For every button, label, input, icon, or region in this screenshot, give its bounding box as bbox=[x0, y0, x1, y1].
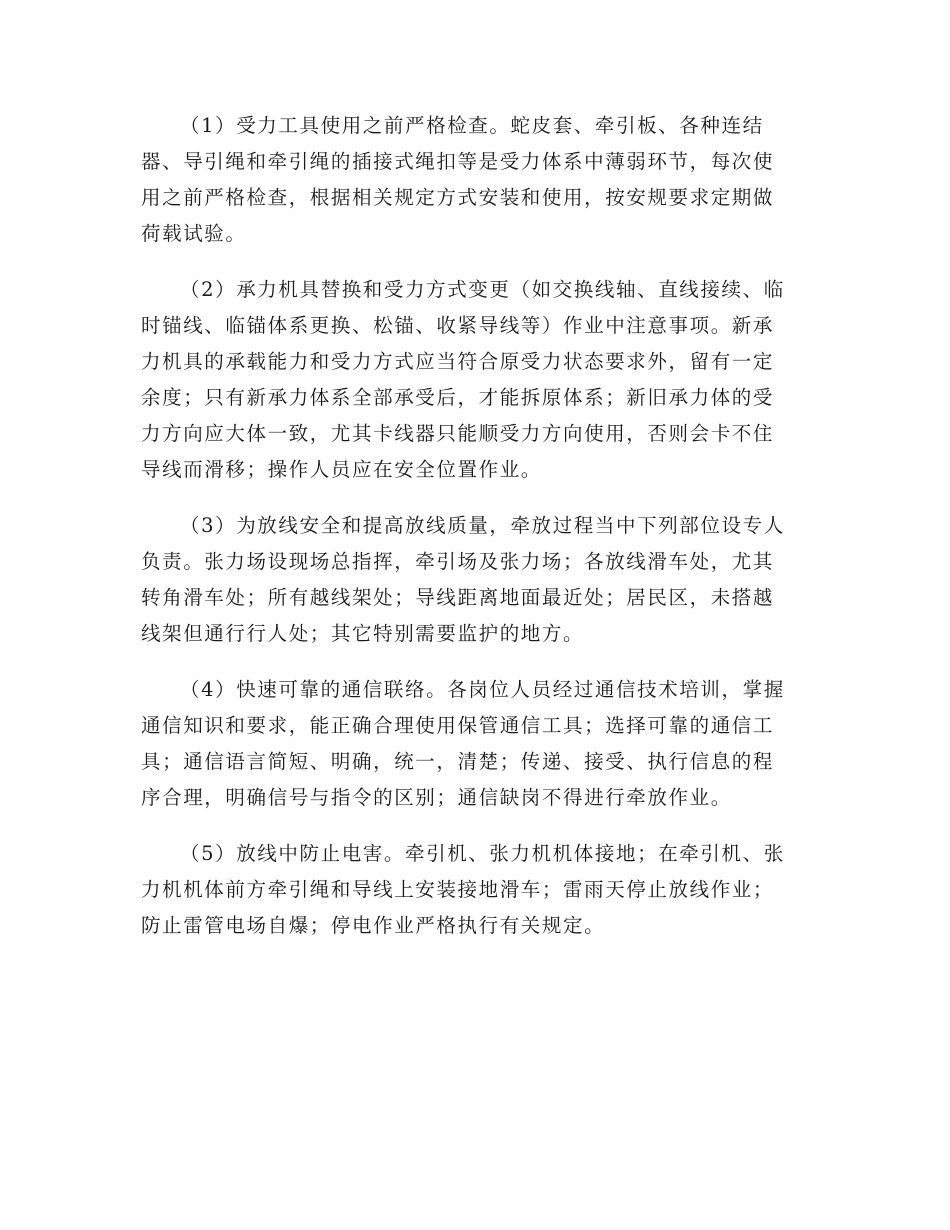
paragraph-3 bbox=[141, 508, 813, 652]
paragraph-line: 线架但通行行人处；其它特别需要监护的地方。 bbox=[141, 622, 585, 645]
paragraph-line: 器、导引绳和牵引绳的插接式绳扣等是受力体系中薄弱环节，每次使 bbox=[141, 150, 775, 173]
paragraph-line: 通信知识和要求，能正确合理使用保管通信工具；选择可靠的通信工 bbox=[141, 714, 775, 737]
paragraph-line: （4）快速可靠的通信联络。各岗位人员经过通信技术培训，掌握 bbox=[180, 678, 785, 701]
paragraph-line: 负责。张力场设现场总指挥，牵引场及张力场；各放线滑车处，尤其 bbox=[141, 550, 775, 573]
document-body bbox=[141, 108, 813, 964]
paragraph-line: 具；通信语言简短、明确，统一，清楚；传递、接受、执行信息的程 bbox=[141, 750, 775, 773]
paragraph-4 bbox=[141, 672, 813, 816]
paragraph-line: 用之前严格检查，根据相关规定方式安装和使用，按安规要求定期做 bbox=[141, 186, 775, 209]
paragraph-line: 转角滑车处；所有越线架处；导线距离地面最近处；居民区，未搭越 bbox=[141, 586, 775, 609]
paragraph-line: （5）放线中防止电害。牵引机、张力机机体接地；在牵引机、张 bbox=[180, 842, 785, 865]
paragraph-line: 序合理，明确信号与指令的区别；通信缺岗不得进行牵放作业。 bbox=[141, 786, 732, 809]
paragraph-line: （1）受力工具使用之前严格检查。蛇皮套、牵引板、各种连结 bbox=[180, 114, 764, 137]
paragraph-line: （3）为放线安全和提高放线质量，牵放过程当中下列部位设专人 bbox=[180, 514, 785, 537]
paragraph-line: 力机具的承载能力和受力方式应当符合原受力状态要求外，留有一定 bbox=[141, 350, 775, 373]
paragraph-line: 力方向应大体一致，尤其卡线器只能顺受力方向使用，否则会卡不住 bbox=[141, 422, 775, 445]
paragraph-line: 荷载试验。 bbox=[141, 222, 247, 245]
paragraph-line: 防止雷管电场自爆；停电作业严格执行有关规定。 bbox=[141, 914, 606, 937]
paragraph-line: 导线而滑移；操作人员应在安全位置作业。 bbox=[141, 458, 542, 481]
paragraph-1 bbox=[141, 108, 813, 252]
paragraph-line: 力机机体前方牵引绳和导线上安装接地滑车；雷雨天停止放线作业； bbox=[141, 878, 775, 901]
paragraph-line: 时锚线、临锚体系更换、松锚、收紧导线等）作业中注意事项。新承 bbox=[141, 314, 775, 337]
paragraph-line: （2）承力机具替换和受力方式变更（如交换线轴、直线接续、临 bbox=[180, 278, 785, 301]
paragraph-line: 余度；只有新承力体系全部承受后，才能拆原体系；新旧承力体的受 bbox=[141, 386, 775, 409]
paragraph-2 bbox=[141, 272, 813, 488]
paragraph-5 bbox=[141, 836, 813, 944]
